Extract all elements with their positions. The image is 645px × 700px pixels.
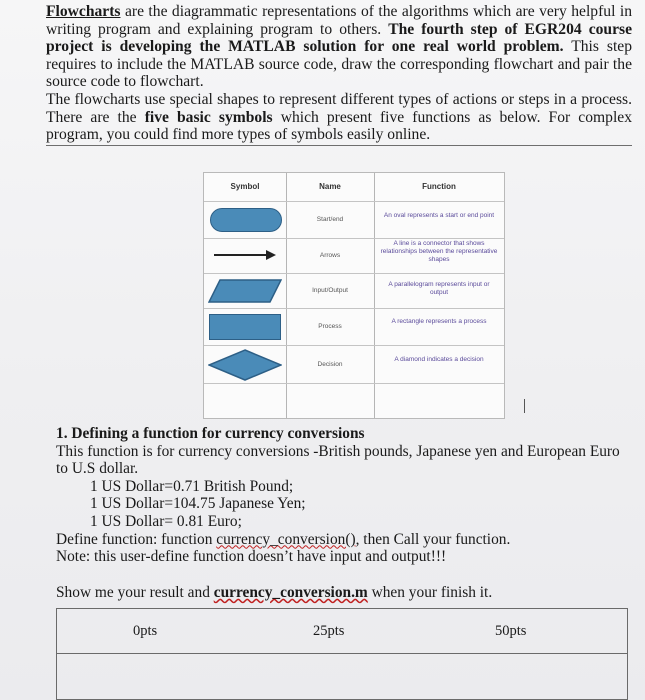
function-name: currency_conversion() — [216, 530, 356, 548]
symbol-name: Decision — [317, 361, 343, 368]
symbol-name: Start/end — [316, 216, 344, 223]
table-column-divider — [286, 173, 287, 418]
table-row-divider — [204, 308, 504, 309]
text-cursor — [524, 399, 525, 413]
table-row-divider — [204, 273, 504, 274]
flowcharts-term: Flowcharts — [46, 3, 121, 20]
intro-paragraph-1: Flowcharts are the diagrammatic representations of the algorithms which are very helpful in writing program and explaining program to others. The fourth step of EGR204 course project is developing the MATLAB solution for one real world problem. This step requires to include the MATLAB source code, draw the corresponding flowchart and pair the source code to flowchart. — [46, 3, 632, 91]
flowchart-symbols-table — [203, 172, 505, 419]
show-result-prompt: Show me your result and currency_conversion.m when your finish it. — [56, 583, 493, 601]
symbol-function: An oval represents a start or end point — [383, 212, 495, 219]
symbol-name: Input/Output — [312, 287, 348, 294]
section-heading: 1. Defining a function for currency conversions — [56, 425, 365, 442]
diamond-icon — [208, 349, 282, 381]
grade-50pts: 50pts — [495, 623, 527, 639]
symbol-name: Process — [318, 323, 342, 330]
rate-gbp: 1 US Dollar=0.71 British Pound; — [90, 477, 294, 495]
grade-25pts: 25pts — [313, 623, 345, 639]
symbol-name: Arrows — [319, 252, 341, 259]
grading-table — [56, 608, 628, 700]
table-row-divider — [204, 345, 504, 346]
symbol-function: A diamond indicates a decision — [394, 356, 484, 363]
rectangle-icon — [209, 314, 281, 340]
define-function-line: Define function: function currency_conversion(), then Call your function. — [56, 530, 511, 548]
intro-paragraph-2: The flowcharts use special shapes to represent different types of actions or steps in a process. There are the five basic symbols which present five functions as below. For complex program, you could find more types of symbols easily online. — [46, 90, 632, 144]
intro-text — [46, 3, 632, 146]
table-row-divider — [204, 238, 504, 239]
grade-0pts: 0pts — [133, 623, 158, 639]
section-currency-conversion — [56, 425, 626, 601]
symbol-function: A rectangle represents a process — [391, 318, 487, 325]
parallelogram-icon — [208, 279, 282, 303]
terminator-oval-icon — [210, 208, 282, 232]
rate-eur: 1 US Dollar= 0.81 Euro; — [90, 512, 242, 530]
rate-jpy: 1 US Dollar=104.75 Japanese Yen; — [90, 495, 306, 513]
note-line: Note: this user-define function doesn’t have input and output!!! — [56, 548, 447, 566]
table-row-divider — [204, 383, 504, 384]
symbol-function: A parallelogram represents input or output — [388, 281, 490, 296]
table-row-divider — [204, 201, 504, 202]
header-function: Function — [422, 182, 456, 191]
symbol-function: A line is a connector that shows relationships between the representative shapes — [380, 240, 498, 263]
table-column-divider — [374, 173, 375, 418]
header-name: Name — [319, 182, 341, 191]
section-description: This function is for currency conversions -British pounds, Japanese yen and European Euro to U.S dollar. — [56, 442, 620, 478]
arrow-icon — [212, 247, 278, 263]
paragraph-underline — [46, 145, 632, 146]
file-name: currency_conversion.m — [213, 583, 368, 601]
header-symbol: Symbol — [230, 182, 260, 191]
